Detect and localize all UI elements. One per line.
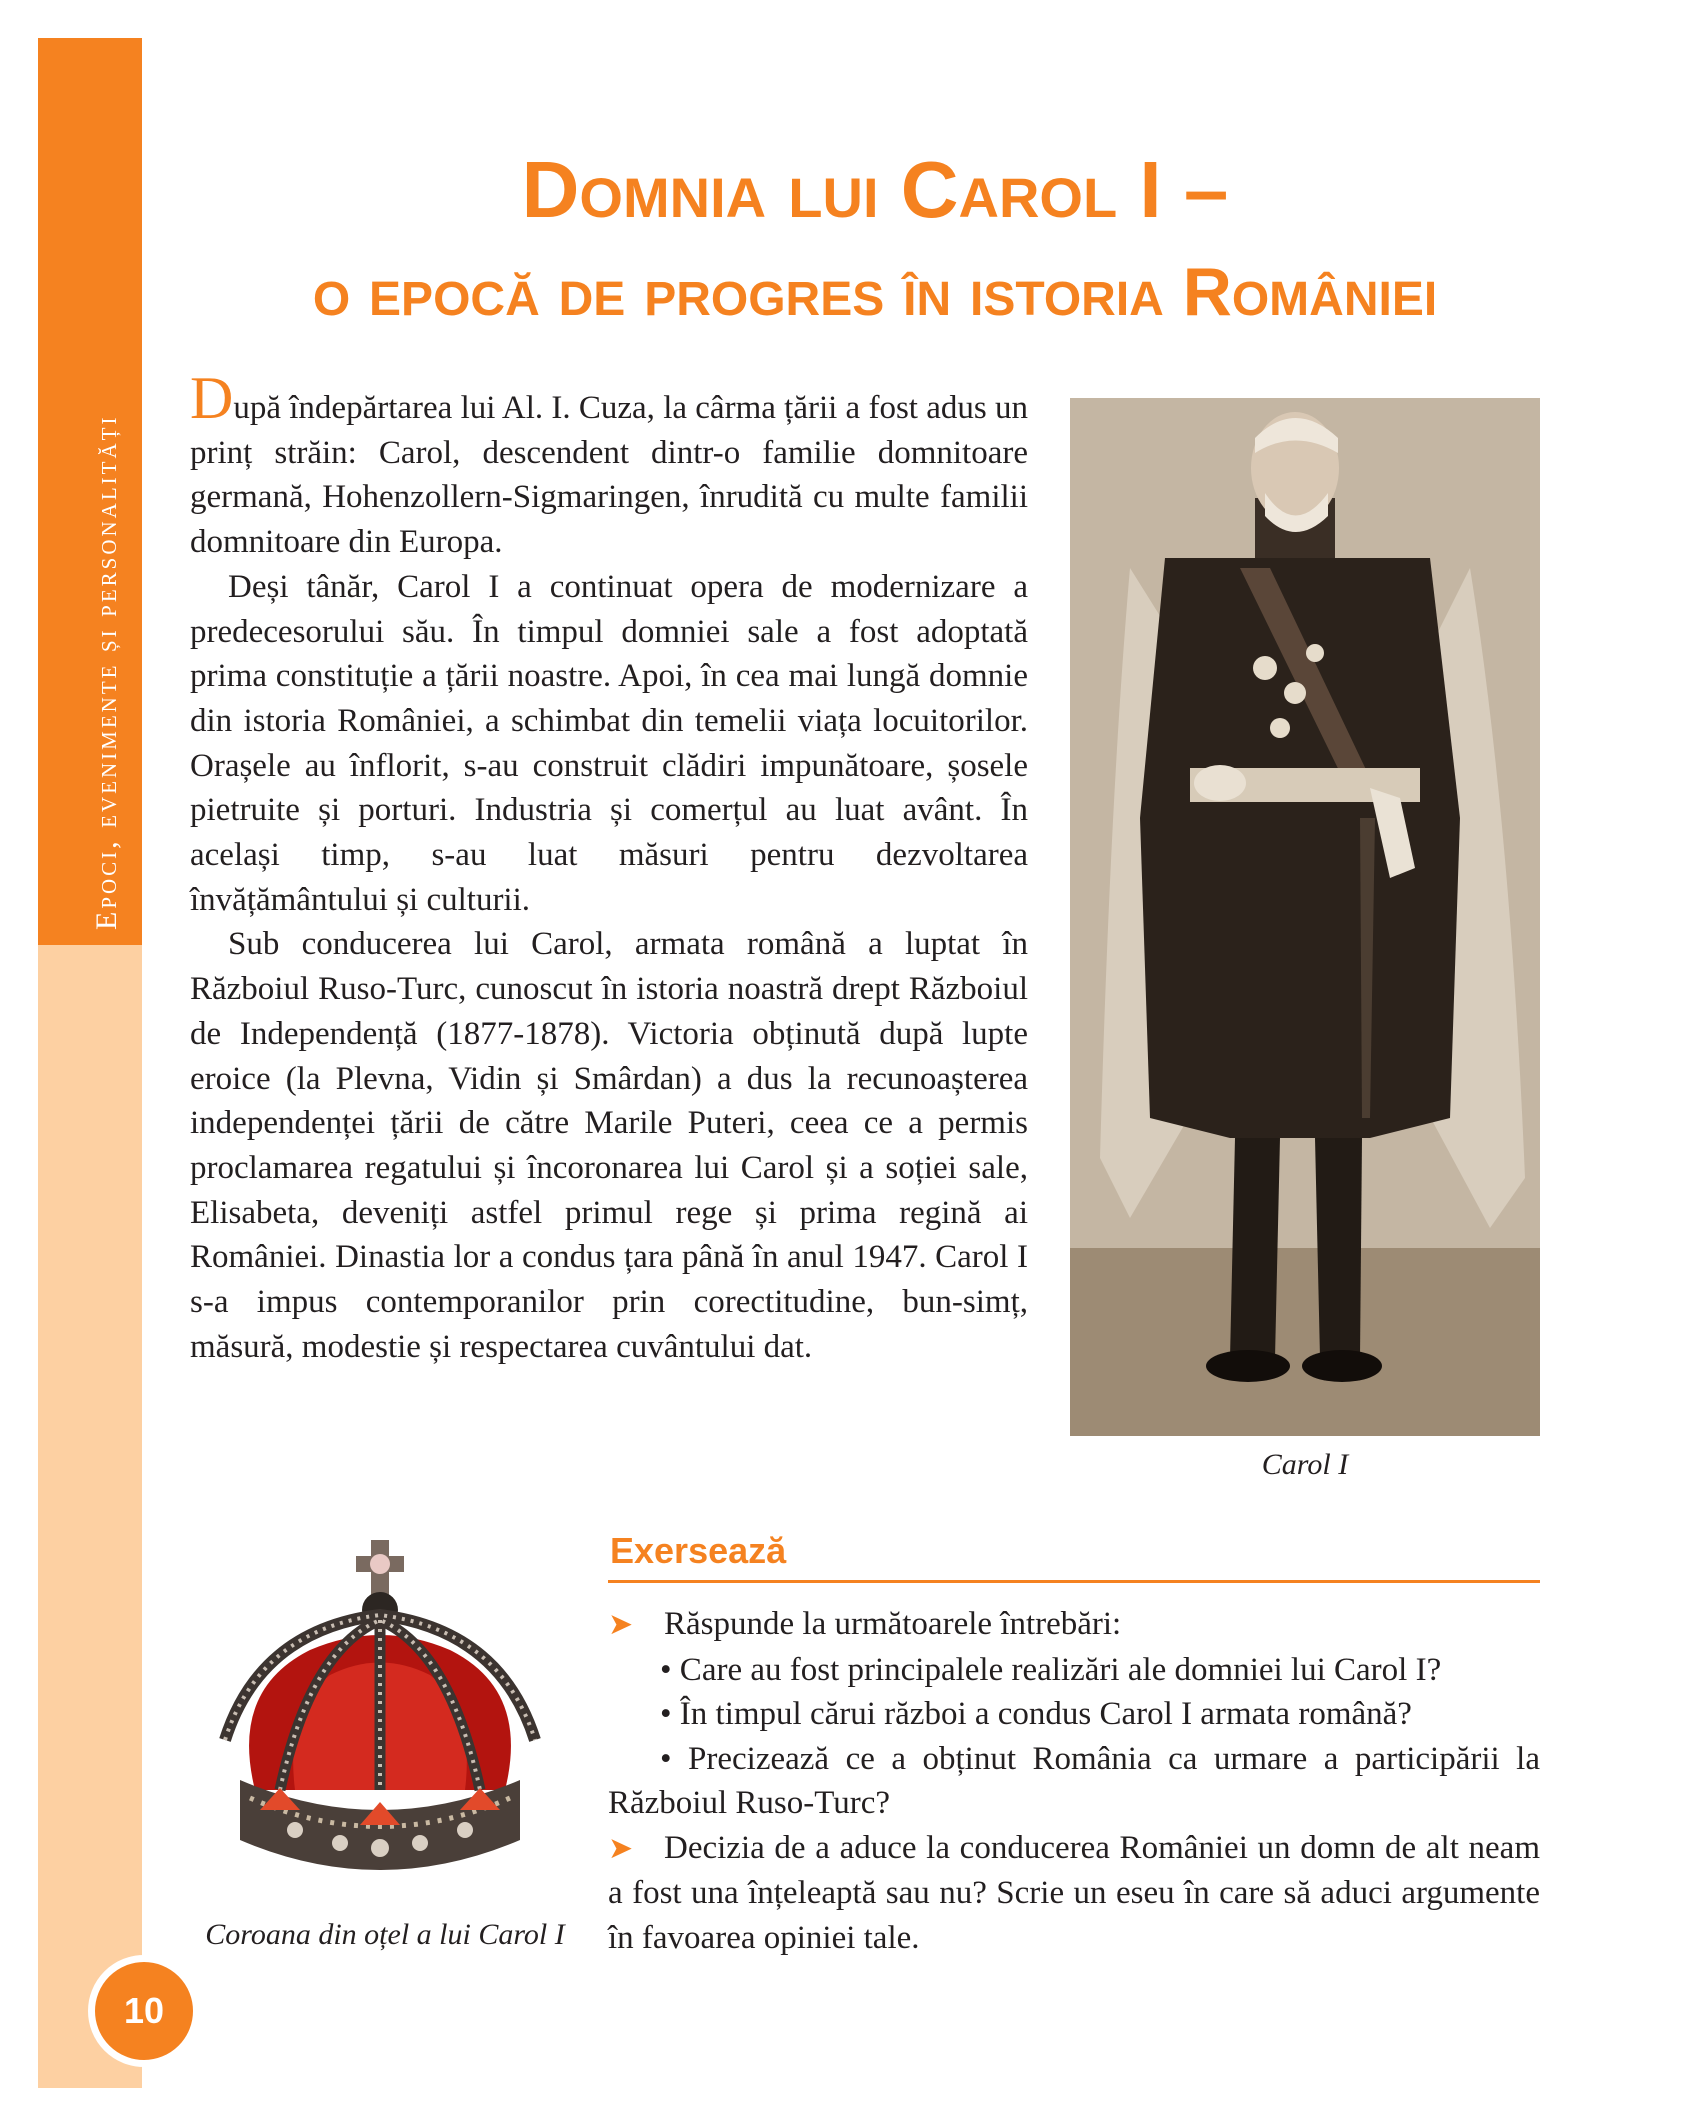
exercise-task-1	[608, 1602, 1540, 1648]
portrait-illustration	[1070, 398, 1540, 1436]
exercise-task-2	[608, 1826, 1540, 1961]
portrait-caption: Carol I	[1261, 1448, 1349, 1481]
exercise-divider	[608, 1580, 1540, 1583]
title-line-2: o epocă de progres în istoria României	[312, 254, 1438, 330]
page-title	[150, 140, 1600, 344]
page-number: 10	[88, 1955, 200, 2067]
task-1-text: Răspunde la următoarele întrebări:	[664, 1606, 1122, 1642]
crown-illustration	[200, 1540, 560, 1900]
exercise-question-3: • Precizează ce a obținut România ca urmare a participării la Războiul Ruso-Turc?	[608, 1740, 1540, 1821]
exercise-heading: Exersează	[610, 1530, 787, 1571]
drop-cap: D	[190, 365, 234, 431]
exercise-question-2: • În timpul cărui război a condus Carol I armata română?	[660, 1696, 1412, 1732]
side-band-bottom	[38, 945, 142, 2088]
arrow-bullet-icon: ➤	[608, 1831, 634, 1865]
crown-caption: Coroana din oțel a lui Carol I	[205, 1918, 565, 1951]
article-paragraph-2: Deși tânăr, Carol I a continuat opera de modernizare a predecesorului său. În timpul domniei sale a fost adoptată prima constituție a țării noastre. Apoi, în cea mai lungă domnie din istoria României, a schimbat din temelii viața locuitorilor. Orașele au înflorit, s-au construit clădiri impunătoare, șosele pietruite și porturi. Industria și comerțul au luat avânt. În același timp, s-au luat măsuri pentru dezvoltarea învățământului și culturii.	[190, 568, 1028, 918]
arrow-bullet-icon: ➤	[608, 1608, 634, 1641]
article-body	[190, 365, 1028, 1369]
exercise-body	[608, 1602, 1540, 1960]
section-label: Epoci, evenimente și personalități	[90, 414, 123, 930]
exercise-question-1: • Care au fost principalele realizări ale domniei lui Carol I?	[660, 1651, 1442, 1688]
article-paragraph-3: Sub conducerea lui Carol, armata română a luptat în Războiul Ruso-Turc, cunoscut în istoria noastră drept Războiul de Independență (1877-1878). Victoria obținută după lupte eroice (la Plevna, Vidin și Smârdan) a dus la recunoașterea independenței țării de către Marile Puteri, ceea ce a permis proclamarea regatului și încoronarea lui Carol și a soției sale, Elisabeta, deveniți astfel primul rege și prima regină ai României. Dinastia lor a condus țara până în anul 1947. Carol I s-a impus contemporanilor prin corectitudine, bun-simț, măsură, modestie și respectarea cuvântului dat.	[190, 926, 1028, 1365]
article-paragraph-1	[190, 365, 1028, 565]
paragraph-1-text: upă îndepărtarea lui Al. I. Cuza, la cârma țării a fost adus un prinț străin: Carol, descendent dintr-o familie domnitoare germană, Hohenzollern-Sigmaringen, înrudită cu multe familii domnitoare din Europa.	[190, 390, 1028, 561]
title-line-1: Domnia lui Carol I –	[521, 145, 1229, 234]
crown-image	[200, 1540, 560, 1900]
task-2-text: Decizia de a aduce la conducerea României un domn de alt neam a fost una înțeleaptă sau nu? Scrie un eseu în care să aduci argumente în favoarea opiniei tale.	[608, 1829, 1540, 1956]
carol-portrait-image	[1070, 398, 1540, 1436]
